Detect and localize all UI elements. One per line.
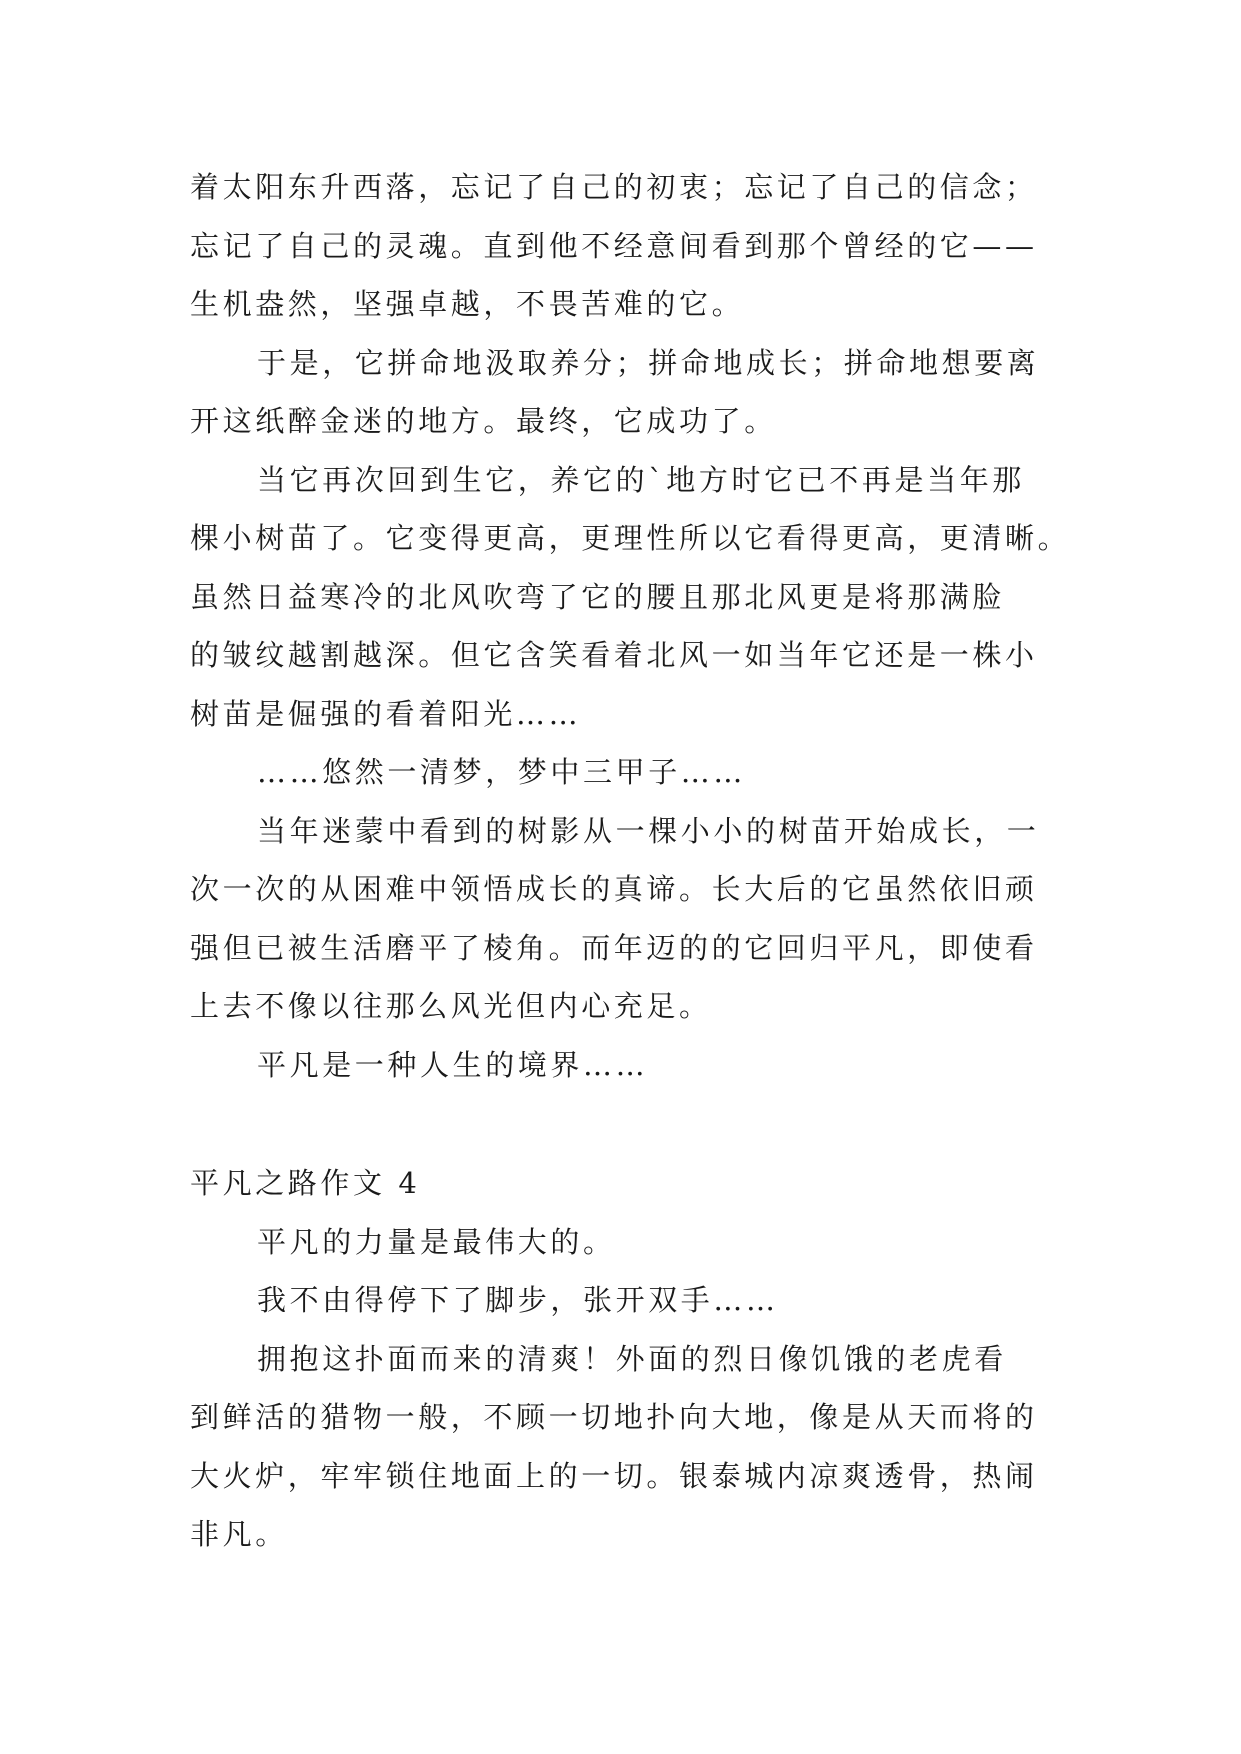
text-line: 当它再次回到生它，养它的`地方时它已不再是当年那 xyxy=(257,462,1025,497)
text-line: 开这纸醉金迷的地方。最终，它成功了。 xyxy=(190,404,777,438)
text-line: 忘记了自己的灵魂。直到他不经意间看到那个曾经的它—— xyxy=(190,228,1038,263)
text-line: 着太阳东升西落，忘记了自己的初衷；忘记了自己的信念； xyxy=(190,170,1038,204)
text-line: 棵小树苗了。它变得更高，更理性所以它看得更高，更清晰。 xyxy=(190,521,1071,555)
text-line: 非凡。 xyxy=(190,1517,288,1551)
text-line: 我不由得停下了脚步，张开双手…… xyxy=(257,1283,779,1317)
section-spacer xyxy=(190,1094,1060,1154)
text-line: 上去不像以往那么风光但内心充足。 xyxy=(190,989,712,1023)
text-line: 大火炉，牢牢锁住地面上的一切。银泰城内凉爽透骨，热闹 xyxy=(190,1458,1038,1493)
document-page xyxy=(190,158,1071,1564)
text-line: 树苗是倔强的看着阳光…… xyxy=(190,696,582,731)
text-line: 强但已被生活磨平了棱角。而年迈的的它回归平凡，即使看 xyxy=(190,930,1038,965)
text-line: ……悠然一清梦，梦中三甲子…… xyxy=(257,755,747,789)
text-line: 生机盎然，坚强卓越，不畏苦难的它。 xyxy=(190,287,745,321)
essay-heading: 平凡之路作文 4 xyxy=(190,1166,421,1200)
text-line: 虽然日益寒冷的北风吹弯了它的腰且那北风更是将那满脸 xyxy=(190,579,1006,614)
text-line: 到鲜活的猎物一般，不顾一切地扑向大地，像是从天而将的 xyxy=(190,1400,1038,1434)
text-line: 平凡是一种人生的境界…… xyxy=(257,1047,649,1082)
article-body-part-1 xyxy=(190,158,1071,1094)
text-line: 拥抱这扑面而来的清爽！外面的烈日像饥饿的老虎看 xyxy=(257,1341,1007,1376)
text-line: 当年迷蒙中看到的树影从一棵小小的树苗开始成长，一 xyxy=(257,813,1040,848)
text-line: 平凡的力量是最伟大的。 xyxy=(257,1224,616,1259)
article-body-part-2 xyxy=(190,1213,1060,1564)
text-line: 于是，它拼命地汲取养分；拼命地成长；拼命地想要离 xyxy=(257,345,1040,380)
text-line: 的皱纹越割越深。但它含笑看着北风一如当年它还是一株小 xyxy=(190,638,1038,672)
text-line: 次一次的从困难中领悟成长的真谛。长大后的它虽然依旧顽 xyxy=(190,872,1038,906)
